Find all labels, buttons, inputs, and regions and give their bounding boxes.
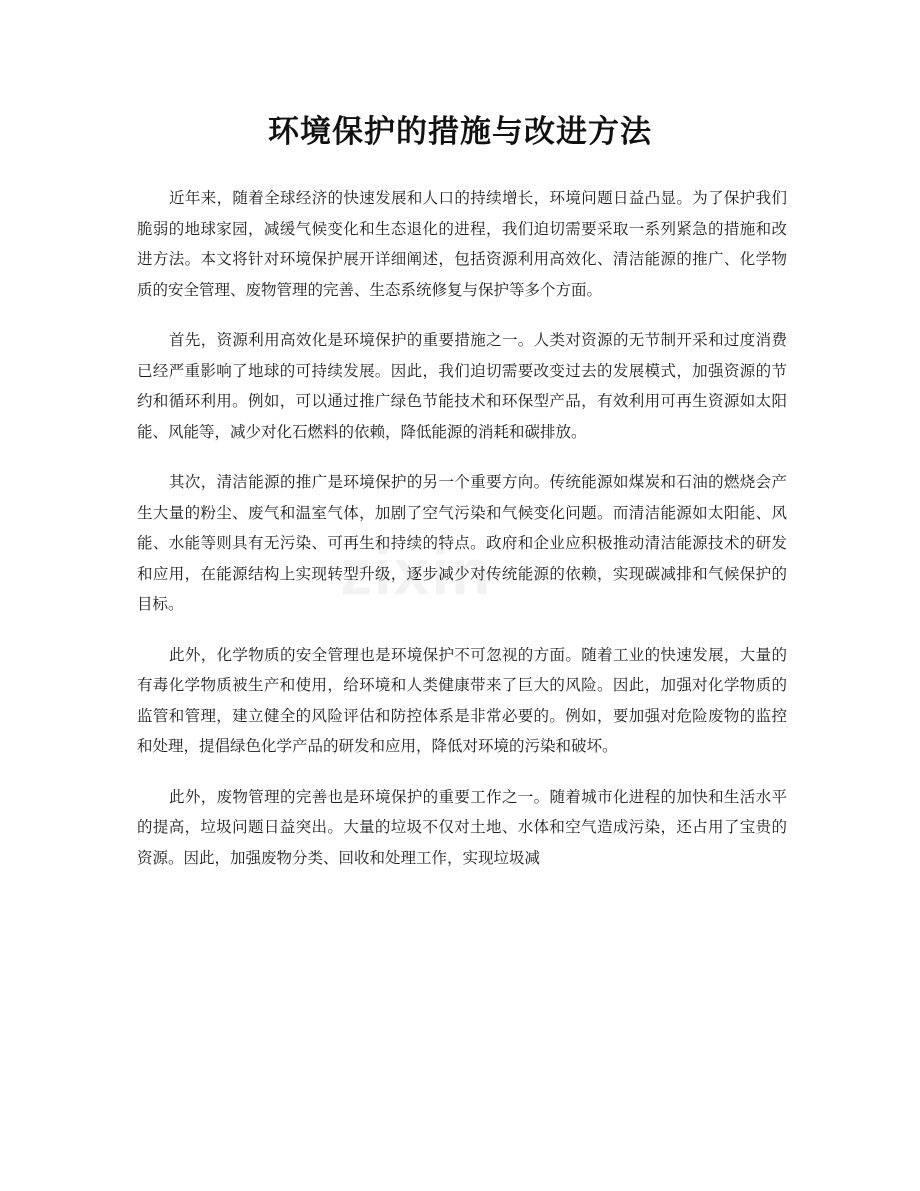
paragraph-waste-management: 此外，废物管理的完善也是环境保护的重要工作之一。随着城市化进程的加快和生活水平的提高，垃圾问题日益突出。大量的垃圾不仅对土地、水体和空气造成污染，还占用了宝贵的资源。因此，加强废物分类、回收和处理工作，实现垃圾减 xyxy=(137,787,787,867)
paragraph-intro: 近年来，随着全球经济的快速发展和人口的持续增长，环境问题日益凸显。为了保护我们脆弱的地球家园，减缓气候变化和生态退化的进程，我们迫切需要采取一系列紧急的措施和改进方法。本文将针对环境保护展开详细阐述，包括资源利用高效化、清洁能源的推广、化学物质的安全管理、废物管理的完善、生态系统修复与保护等多个方面。 xyxy=(137,189,787,299)
document-title: 环境保护的措施与改进方法 xyxy=(268,114,652,150)
paragraph-resource-efficiency: 首先，资源利用高效化是环境保护的重要措施之一。人类对资源的无节制开采和过度消费已经严重影响了地球的可持续发展。因此，我们迫切需要改变过去的发展模式，加强资源的节约和循环利用。例如，可以通过推广绿色节能技术和环保型产品，有效利用可再生资源如太阳能、风能等，减少对化石燃料的依赖，降低能源的消耗和碳排放。 xyxy=(137,331,787,441)
paragraph-clean-energy: 其次，清洁能源的推广是环境保护的另一个重要方向。传统能源如煤炭和石油的燃烧会产生大量的粉尘、废气和温室气体，加剧了空气污染和气候变化问题。而清洁能源如太阳能、风能、水能等则具有无污染、可再生和持续的特点。政府和企业应积极推动清洁能源技术的研发和应用，在能源结构上实现转型升级，逐步减少对传统能源的依赖，实现碳减排和气候保护的目标。 xyxy=(137,473,787,613)
paragraph-chemical-safety: 此外，化学物质的安全管理也是环境保护不可忽视的方面。随着工业的快速发展，大量的有毒化学物质被生产和使用，给环境和人类健康带来了巨大的风险。因此，加强对化学物质的监管和管理，建立健全的风险评估和防控体系是非常必要的。例如，要加强对危险废物的监控和处理，提倡绿色化学产品的研发和应用，降低对环境的污染和破坏。 xyxy=(137,645,787,755)
watermark: zixin xyxy=(340,536,493,608)
document-body xyxy=(137,183,787,893)
